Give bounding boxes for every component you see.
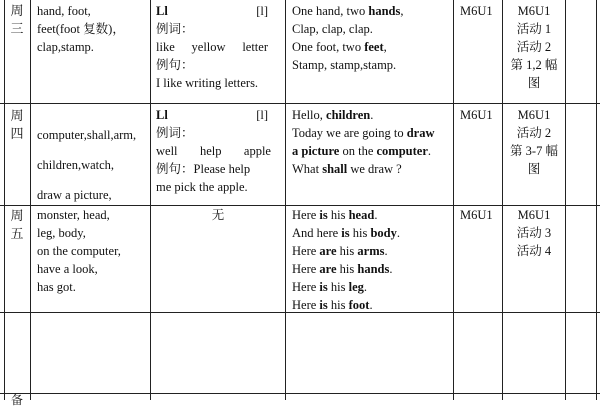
col-divider [285,0,286,400]
col-divider [30,0,31,400]
example-word: help [199,144,222,158]
activity-line: 活动 1 [516,22,552,36]
example-word: apple [243,144,271,158]
words-cell [37,2,149,56]
day-cell-friday [5,207,29,243]
unit-label: M6U1 [460,208,493,222]
unit-cell [460,2,502,20]
sentence-line: Here is his foot. [292,298,373,312]
day-char: 备 [10,393,23,407]
activity-cell [503,106,565,178]
word-line: draw a picture, [37,188,112,202]
word-line: hand, foot, [37,4,91,18]
sentence-line: Clap, clap, clap. [292,22,373,36]
word-line: have a look, [37,262,98,276]
word-line: children,watch, [37,158,115,172]
sentence-line: One foot, two feet, [292,40,387,54]
activity-line: 图 [527,76,541,90]
activity-line: 第 3-7 幅 [510,144,558,158]
phonetic: [l] [256,108,268,122]
word-line: leg, body, [37,226,86,240]
word-line: has got. [37,280,76,294]
day-cell-wednesday [5,2,29,38]
sentence-line: Stamp, stamp,stamp. [292,58,397,72]
letter-cell [151,206,285,224]
sentences-cell [292,206,452,314]
activity-line: M6U1 [517,108,551,122]
sentence-line: a picture on the computer. [292,144,431,158]
activity-line: M6U1 [517,4,551,18]
letter: Ll [156,108,168,122]
day-char: 周 [10,3,24,18]
day-char: 周 [10,208,24,223]
sentence-line: Here are his arms. [292,244,388,258]
example-word: like [156,40,175,54]
day-char: 五 [10,226,24,241]
letter-cell [156,106,271,196]
words-cell [37,120,149,210]
example-sentence: me pick the apple. [156,180,248,194]
example-word-label: 例词： [156,126,194,140]
word-line: monster, head, [37,208,110,222]
activity-cell [503,206,565,260]
unit-cell [460,206,502,224]
words-cell [37,206,149,296]
example-word-label: 例词： [156,22,194,36]
day-cell-thursday [5,107,29,143]
day-cell-partial [5,393,29,407]
example-sentence: 例句：Please help [156,162,251,176]
letter: Ll [156,4,168,18]
sentence-line: And here is his body. [292,226,401,240]
sentence-line: One hand, two hands, [292,4,404,18]
activity-line: 活动 3 [516,226,552,240]
sentences-cell [292,2,452,74]
sentence-line: Here is his leg. [292,280,368,294]
example-sentence-label: 例句： [156,58,194,72]
col-divider [565,0,566,400]
col-divider [150,0,151,400]
day-char: 四 [10,126,24,141]
sentence-line: Here are his hands. [292,262,393,276]
activity-line: 第 1,2 幅 [510,58,558,72]
activity-line: 活动 4 [516,244,552,258]
activity-line: 图 [527,162,541,176]
sentence-line: Today we are going to draw [292,126,435,140]
example-word: well [156,144,178,158]
activity-line: 活动 2 [516,126,552,140]
example-sentence: I like writing letters. [156,76,259,90]
unit-label: M6U1 [460,108,493,122]
unit-label: M6U1 [460,4,493,18]
example-word: yellow [191,40,226,54]
no-letter-text: 无 [211,208,225,222]
letter-cell [156,2,268,92]
day-char: 三 [10,21,24,36]
row-divider [0,103,600,104]
sentence-line: Hello, children. [292,108,374,122]
row-divider [0,393,600,394]
word-line: on the computer, [37,244,121,258]
activity-line: 活动 2 [516,40,552,54]
sentence-line: Here is his head. [292,208,378,222]
col-divider [4,0,5,400]
day-char: 周 [10,108,24,123]
example-word: letter [242,40,268,54]
sentence-line: What shall we draw ? [292,162,402,176]
activity-cell [503,2,565,92]
word-line: clap,stamp. [37,40,94,54]
col-divider [453,0,454,400]
word-line: computer,shall,arm, [37,128,137,142]
col-divider [596,0,597,400]
phonetic: [l] [256,4,268,18]
sentences-cell [292,106,452,178]
word-line: feet(foot 复数)， [37,22,125,36]
activity-line: M6U1 [517,208,551,222]
unit-cell [460,106,502,124]
